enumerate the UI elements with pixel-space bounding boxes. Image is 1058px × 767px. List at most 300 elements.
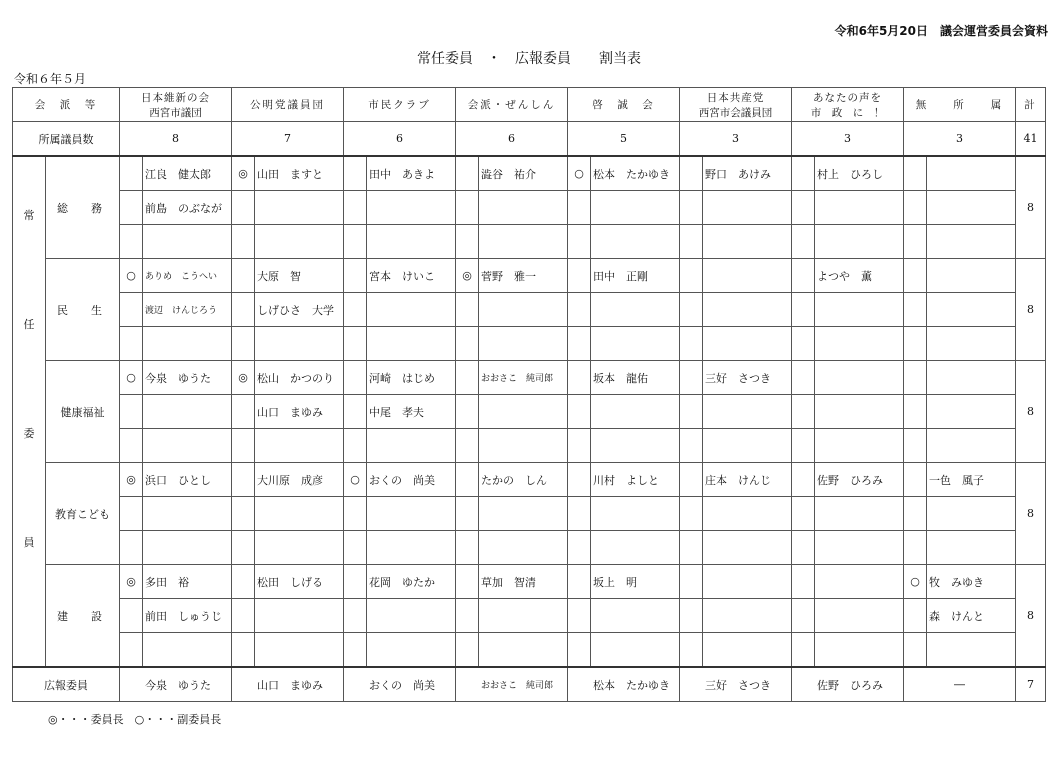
member-name	[367, 225, 456, 259]
role-mark	[344, 225, 367, 259]
member-name: 河崎 はじめ	[367, 361, 456, 395]
member-name: たかの しん	[479, 463, 568, 497]
member-name: 野口 あけみ	[703, 156, 792, 191]
faction-header	[344, 88, 456, 122]
role-mark	[792, 225, 815, 259]
member-name	[815, 293, 904, 327]
member-name	[367, 191, 456, 225]
committee-total: 8	[1016, 565, 1046, 668]
member-name	[927, 156, 1016, 191]
role-mark	[568, 463, 591, 497]
role-mark	[120, 191, 143, 225]
role-mark	[120, 497, 143, 531]
role-mark	[344, 259, 367, 293]
role-mark	[568, 497, 591, 531]
role-mark: ◎	[232, 156, 255, 191]
member-name	[815, 633, 904, 668]
role-mark	[792, 361, 815, 395]
role-mark	[456, 599, 479, 633]
member-name: 村上 ひろし	[815, 156, 904, 191]
role-mark	[568, 293, 591, 327]
committee-total: 8	[1016, 463, 1046, 565]
role-mark	[232, 531, 255, 565]
member-name	[703, 395, 792, 429]
member-name: 前島 のぶなが	[143, 191, 232, 225]
role-mark	[232, 225, 255, 259]
pr-label: 広報委員	[13, 667, 120, 702]
member-name	[927, 497, 1016, 531]
member-name	[815, 361, 904, 395]
member-name	[367, 429, 456, 463]
member-name: 江良 健太郎	[143, 156, 232, 191]
role-mark	[232, 293, 255, 327]
member-name	[703, 293, 792, 327]
member-name: 澁谷 祐介	[479, 156, 568, 191]
member-name	[927, 327, 1016, 361]
member-name	[591, 531, 680, 565]
pr-member: 三好 さつき	[680, 667, 792, 702]
role-mark	[680, 225, 703, 259]
member-name: 多田 裕	[143, 565, 232, 599]
faction-name-line2: 西宮市会議員団	[698, 106, 773, 119]
role-mark: ○	[120, 259, 143, 293]
member-name	[367, 497, 456, 531]
role-mark	[456, 463, 479, 497]
page-title: 常任委員 ・ 広報委員 割当表	[417, 51, 641, 67]
role-mark	[120, 293, 143, 327]
role-mark	[568, 191, 591, 225]
role-mark	[344, 327, 367, 361]
committee-total: 8	[1016, 259, 1046, 361]
faction-name: 日本共産党	[706, 91, 765, 104]
committee-total: 8	[1016, 361, 1046, 463]
role-mark	[904, 191, 927, 225]
role-mark	[232, 259, 255, 293]
count-total: 41	[1016, 122, 1046, 157]
member-name: 中尾 孝夫	[367, 395, 456, 429]
member-name: 宮本 けいこ	[367, 259, 456, 293]
member-name	[703, 633, 792, 668]
faction-name-line2: 市 政 に ！	[810, 106, 885, 119]
member-name	[703, 531, 792, 565]
role-mark	[904, 225, 927, 259]
faction-name: 会派・ぜんしん	[467, 99, 556, 111]
role-mark	[680, 565, 703, 599]
role-mark: ○	[344, 463, 367, 497]
role-mark	[232, 395, 255, 429]
member-name	[255, 599, 344, 633]
member-name	[703, 565, 792, 599]
role-mark	[568, 259, 591, 293]
committee-name: 教育こども	[46, 463, 120, 565]
role-mark	[120, 531, 143, 565]
member-name: しげひさ 大学	[255, 293, 344, 327]
standing-committee-label	[13, 156, 46, 667]
role-mark	[232, 599, 255, 633]
role-mark	[120, 429, 143, 463]
legend: ◎・・・委員長 ○・・・副委員長	[48, 713, 222, 726]
member-name	[815, 497, 904, 531]
member-name	[815, 599, 904, 633]
member-name	[927, 633, 1016, 668]
member-name	[479, 599, 568, 633]
faction-count: 6	[456, 122, 568, 157]
member-name	[479, 327, 568, 361]
role-mark: ○	[120, 361, 143, 395]
role-mark	[680, 327, 703, 361]
faction-name: あなたの声を	[813, 91, 882, 104]
member-name	[479, 429, 568, 463]
role-mark	[680, 531, 703, 565]
role-mark	[904, 599, 927, 633]
member-name	[367, 293, 456, 327]
role-mark	[904, 361, 927, 395]
role-mark	[904, 395, 927, 429]
member-name	[367, 599, 456, 633]
role-mark	[120, 327, 143, 361]
member-name: よつや 薫	[815, 259, 904, 293]
faction-count: 8	[120, 122, 232, 157]
pr-member: 松本 たかゆき	[568, 667, 680, 702]
faction-count: 3	[680, 122, 792, 157]
member-name	[591, 395, 680, 429]
member-name	[703, 259, 792, 293]
role-mark	[568, 599, 591, 633]
role-mark	[568, 327, 591, 361]
pr-member: 今泉 ゆうた	[120, 667, 232, 702]
role-mark	[680, 361, 703, 395]
member-name	[591, 327, 680, 361]
pr-member: おくの 尚美	[344, 667, 456, 702]
committee-total: 8	[1016, 156, 1046, 259]
role-mark	[680, 463, 703, 497]
role-mark	[232, 565, 255, 599]
faction-count: 7	[232, 122, 344, 157]
role-mark	[792, 293, 815, 327]
committee-name: 民 生	[46, 259, 120, 361]
role-mark	[568, 429, 591, 463]
member-name: 田中 あきよ	[367, 156, 456, 191]
role-mark: ○	[904, 565, 927, 599]
member-name	[367, 531, 456, 565]
faction-count: 3	[904, 122, 1016, 157]
member-name	[927, 191, 1016, 225]
member-name	[143, 497, 232, 531]
member-name	[703, 327, 792, 361]
role-mark	[456, 293, 479, 327]
member-name	[255, 429, 344, 463]
member-name	[143, 531, 232, 565]
member-name	[927, 361, 1016, 395]
faction-count: 5	[568, 122, 680, 157]
member-name	[927, 531, 1016, 565]
member-name	[815, 191, 904, 225]
role-mark	[120, 633, 143, 668]
role-mark	[568, 531, 591, 565]
role-mark	[568, 225, 591, 259]
role-mark	[456, 225, 479, 259]
member-name	[367, 327, 456, 361]
member-name	[255, 191, 344, 225]
role-mark	[680, 191, 703, 225]
role-mark	[232, 463, 255, 497]
role-mark	[568, 565, 591, 599]
member-name: 松山 かつのり	[255, 361, 344, 395]
faction-name: 日本維新の会	[141, 91, 210, 104]
total-header: 計	[1016, 88, 1046, 122]
member-name: 三好 さつき	[703, 361, 792, 395]
role-mark: ◎	[232, 361, 255, 395]
role-mark	[456, 327, 479, 361]
role-mark	[680, 395, 703, 429]
member-name: ありめ こうへい	[143, 259, 232, 293]
member-name	[703, 225, 792, 259]
member-name	[927, 293, 1016, 327]
role-mark	[344, 497, 367, 531]
role-mark	[344, 293, 367, 327]
member-name	[255, 497, 344, 531]
role-mark	[680, 599, 703, 633]
role-mark	[792, 191, 815, 225]
member-name	[591, 497, 680, 531]
member-name: 一色 風子	[927, 463, 1016, 497]
faction-count: 3	[792, 122, 904, 157]
role-mark	[904, 259, 927, 293]
member-name: 山田 ますと	[255, 156, 344, 191]
member-name	[479, 497, 568, 531]
faction-name: 啓 誠 会	[592, 99, 655, 111]
role-mark	[456, 395, 479, 429]
date-label: 令和６年５月	[14, 72, 87, 86]
member-name	[479, 531, 568, 565]
member-name: 松本 たかゆき	[591, 156, 680, 191]
standing-label-char: 常	[23, 209, 35, 222]
role-mark	[344, 633, 367, 668]
member-name	[479, 225, 568, 259]
role-mark	[904, 633, 927, 668]
member-name	[703, 191, 792, 225]
member-name	[479, 293, 568, 327]
faction-header	[120, 88, 232, 122]
standing-label-char: 員	[23, 536, 35, 549]
role-mark	[456, 429, 479, 463]
member-name	[927, 225, 1016, 259]
member-name	[591, 293, 680, 327]
faction-name: 市民クラブ	[368, 99, 431, 111]
role-mark	[120, 395, 143, 429]
role-mark	[904, 463, 927, 497]
role-mark	[456, 156, 479, 191]
pr-member: おおさこ 純司郎	[456, 667, 568, 702]
member-name	[927, 429, 1016, 463]
role-mark	[344, 395, 367, 429]
member-name: 牧 みゆき	[927, 565, 1016, 599]
member-name	[143, 225, 232, 259]
role-mark	[792, 599, 815, 633]
member-name	[815, 225, 904, 259]
role-mark	[792, 259, 815, 293]
role-mark	[904, 429, 927, 463]
role-mark	[792, 463, 815, 497]
member-name: 大原 智	[255, 259, 344, 293]
pr-total: 7	[1016, 667, 1046, 702]
member-name	[815, 395, 904, 429]
member-name: 山口 まゆみ	[255, 395, 344, 429]
role-mark	[568, 361, 591, 395]
role-mark	[904, 497, 927, 531]
member-name	[255, 327, 344, 361]
role-mark	[344, 191, 367, 225]
role-mark	[456, 497, 479, 531]
role-mark	[568, 633, 591, 668]
member-name: 松田 しげる	[255, 565, 344, 599]
role-mark	[344, 429, 367, 463]
role-mark	[792, 531, 815, 565]
role-mark	[120, 225, 143, 259]
member-name: 坂上 明	[591, 565, 680, 599]
committee-name: 建 設	[46, 565, 120, 668]
member-name: 庄本 けんじ	[703, 463, 792, 497]
role-mark	[232, 327, 255, 361]
member-name	[815, 429, 904, 463]
faction-name: 公明党議員団	[250, 99, 325, 111]
member-name	[591, 225, 680, 259]
role-mark	[792, 156, 815, 191]
member-name	[703, 497, 792, 531]
role-mark	[344, 361, 367, 395]
role-mark	[792, 565, 815, 599]
role-mark	[232, 497, 255, 531]
member-name	[815, 327, 904, 361]
role-mark	[680, 259, 703, 293]
member-name: 今泉 ゆうた	[143, 361, 232, 395]
member-name	[143, 633, 232, 668]
role-mark	[456, 565, 479, 599]
role-mark	[456, 361, 479, 395]
member-name	[255, 531, 344, 565]
role-mark: ◎	[456, 259, 479, 293]
member-name: 花岡 ゆたか	[367, 565, 456, 599]
member-name	[703, 429, 792, 463]
member-name	[255, 225, 344, 259]
member-name	[367, 633, 456, 668]
role-mark	[792, 327, 815, 361]
faction-header	[792, 88, 904, 122]
role-mark	[792, 429, 815, 463]
member-name: 川村 よしと	[591, 463, 680, 497]
count-row-label: 所属議員数	[13, 122, 120, 157]
committee-name: 健康福祉	[46, 361, 120, 463]
member-name	[703, 599, 792, 633]
role-mark	[232, 429, 255, 463]
role-mark: ◎	[120, 565, 143, 599]
role-mark	[680, 156, 703, 191]
role-mark	[680, 429, 703, 463]
faction-name: 無 所 属	[915, 99, 1004, 111]
standing-label-char: 委	[23, 427, 35, 440]
member-name: 草加 智清	[479, 565, 568, 599]
pr-member: 山口 まゆみ	[232, 667, 344, 702]
role-mark: ○	[568, 156, 591, 191]
member-name	[927, 259, 1016, 293]
role-mark	[680, 633, 703, 668]
pr-member: ―	[904, 667, 1016, 702]
member-name: おおさこ 純司郎	[479, 361, 568, 395]
document-header: 令和6年5月20日 議会運営委員会資料	[834, 24, 1048, 38]
member-name	[591, 429, 680, 463]
role-mark	[904, 531, 927, 565]
allocation-table	[12, 87, 1046, 702]
role-mark	[568, 395, 591, 429]
member-name	[591, 633, 680, 668]
role-mark	[232, 633, 255, 668]
member-name: おくの 尚美	[367, 463, 456, 497]
role-mark	[680, 497, 703, 531]
member-name	[255, 633, 344, 668]
member-name: 菅野 雅一	[479, 259, 568, 293]
role-mark	[680, 293, 703, 327]
role-mark	[456, 191, 479, 225]
role-mark: ◎	[120, 463, 143, 497]
member-name: 坂本 龍佑	[591, 361, 680, 395]
role-mark	[904, 327, 927, 361]
faction-header	[904, 88, 1016, 122]
member-name	[815, 531, 904, 565]
standing-label-char: 任	[23, 318, 35, 331]
faction-header	[456, 88, 568, 122]
member-name	[143, 327, 232, 361]
member-name	[479, 191, 568, 225]
member-name: 前田 しゅうじ	[143, 599, 232, 633]
column-header-faction: 会 派 等	[13, 88, 120, 122]
role-mark	[344, 565, 367, 599]
faction-header	[568, 88, 680, 122]
member-name: 浜口 ひとし	[143, 463, 232, 497]
faction-header	[232, 88, 344, 122]
faction-count: 6	[344, 122, 456, 157]
role-mark	[344, 531, 367, 565]
role-mark	[456, 633, 479, 668]
member-name	[143, 395, 232, 429]
faction-header	[680, 88, 792, 122]
role-mark	[792, 395, 815, 429]
member-name	[591, 599, 680, 633]
role-mark	[904, 293, 927, 327]
member-name: 渡辺 けんじろう	[143, 293, 232, 327]
member-name: 森 けんと	[927, 599, 1016, 633]
role-mark	[120, 599, 143, 633]
role-mark	[456, 531, 479, 565]
pr-member: 佐野 ひろみ	[792, 667, 904, 702]
member-name	[143, 429, 232, 463]
member-name	[479, 633, 568, 668]
role-mark	[792, 633, 815, 668]
member-name	[927, 395, 1016, 429]
member-name: 大川原 成彦	[255, 463, 344, 497]
role-mark	[344, 599, 367, 633]
role-mark	[904, 156, 927, 191]
member-name	[591, 191, 680, 225]
faction-name-line2: 西宮市議団	[149, 106, 202, 119]
role-mark	[232, 191, 255, 225]
role-mark	[344, 156, 367, 191]
committee-name: 総 務	[46, 156, 120, 259]
member-name	[479, 395, 568, 429]
member-name: 佐野 ひろみ	[815, 463, 904, 497]
role-mark	[792, 497, 815, 531]
role-mark	[120, 156, 143, 191]
member-name: 田中 正剛	[591, 259, 680, 293]
